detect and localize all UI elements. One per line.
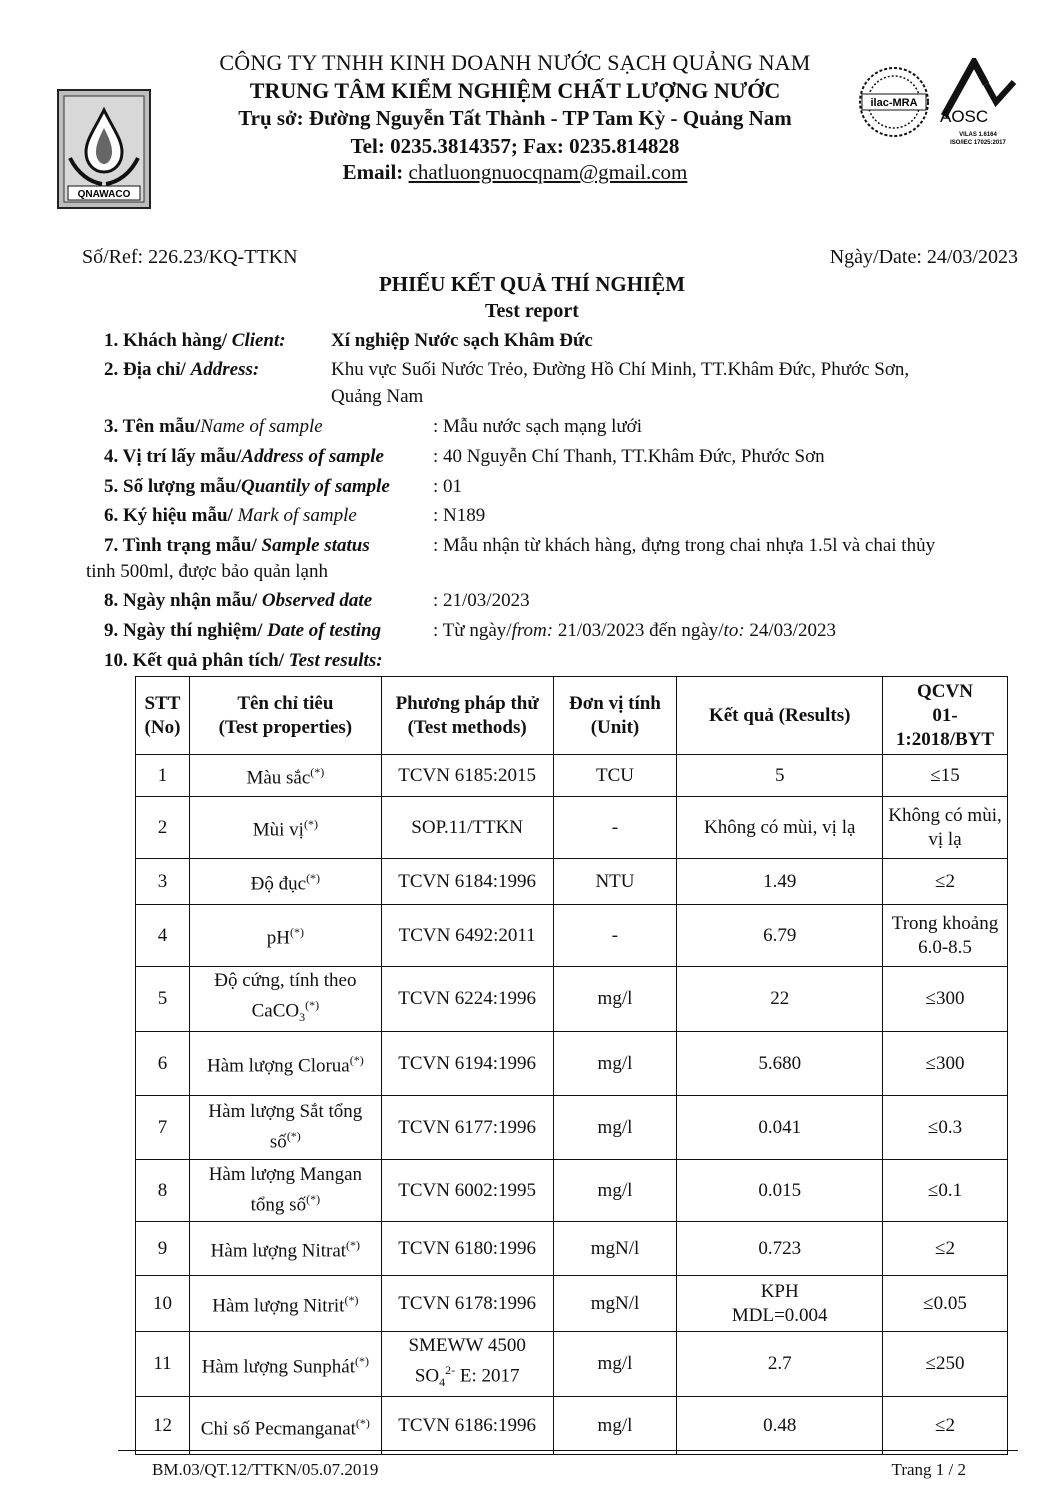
sample-name-label: 3. Tên mẫu/Name of sample [104, 416, 323, 437]
document-title: PHIẾU KẾT QUẢ THÍ NGHIỆM [378, 272, 686, 296]
aosc-logo [934, 58, 1024, 150]
email-label: Email: [342, 160, 404, 184]
header-results: Kết quả (Results) [677, 677, 883, 755]
svg-text:VILAS 1.6164: VILAS 1.6164 [959, 132, 997, 138]
header-qcvn: QCVN 01- 1:2018/BYT [883, 677, 1008, 755]
sample-address-value: : 40 Nguyễn Chí Thanh, TT.Khâm Đức, Phước Sơn [433, 446, 825, 467]
observed-date-label: 8. Ngày nhận mẫu/ Observed date [104, 590, 373, 611]
document-date: Ngày/Date: 24/03/2023 [829, 246, 1018, 268]
table-header-row [136, 677, 1008, 755]
svg-text:AOSC: AOSC [940, 107, 989, 126]
form-code: BM.03/QT.12/TTKN/05.07.2019 [152, 1460, 379, 1479]
address-label: 2. Địa chỉ/ Address: [104, 359, 260, 380]
email-link[interactable]: chatluongnuocqnam@gmail.com [408, 160, 688, 184]
observed-date-value: : 21/03/2023 [433, 590, 530, 611]
company-email [160, 160, 870, 185]
svg-text:ISO/IEC 17025:2017: ISO/IEC 17025:2017 [950, 140, 1006, 146]
table-row: 11 Hàm lượng Sunphát(*) SMEWW 4500 $SO_4^{2-}$ E: 2017 mg/l 2.7 ≤250 [136, 1332, 1008, 1397]
qnawaco-logo [56, 88, 152, 210]
table-row: 12 Chỉ số Pecmanganat(*) TCVN 6186:1996 mg/l 0.48 ≤2 [136, 1397, 1008, 1455]
sample-name-value: : Mẫu nước sạch mạng lưới [433, 416, 643, 437]
status-line2: tinh 500ml, được bảo quản lạnh [86, 561, 328, 582]
center-name: TRUNG TÂM KIỂM NGHIỆM CHẤT LƯỢNG NƯỚC [249, 78, 781, 103]
document-ref: Số/Ref: 226.23/KQ-TTKN [82, 246, 298, 268]
sample-address-label: 4. Vị trí lấy mẫu/Address of sample [104, 446, 384, 467]
footer-divider [118, 1450, 1018, 1451]
table-row: 9 Hàm lượng Nitrat(*) TCVN 6180:1996 mgN/l 0.723 ≤2 [136, 1222, 1008, 1276]
quantity-label: 5. Số lượng mẫu/Quantily of sample [104, 476, 390, 497]
svg-text:QNAWACO: QNAWACO [77, 189, 131, 200]
testing-date-label: 9. Ngày thí nghiệm/ Date of testing [104, 620, 382, 641]
page-number: Trang 1 / 2 [891, 1460, 966, 1479]
table-row: 3 Độ đục(*) TCVN 6184:1996 NTU 1.49 ≤2 [136, 859, 1008, 905]
company-name: CÔNG TY TNHH KINH DOANH NƯỚC SẠCH QUẢNG NAM [219, 50, 811, 75]
address-line1: Khu vực Suối Nước Trẻo, Đường Hồ Chí Minh, TT.Khâm Đức, Phước Sơn, [331, 359, 910, 380]
table-row: 6 Hàm lượng Clorua(*) TCVN 6194:1996 mg/l 5.680 ≤300 [136, 1032, 1008, 1096]
quantity-value: : 01 [433, 476, 463, 497]
company-phone: Tel: 0235.3814357; Fax: 0235.814828 [350, 134, 680, 158]
header-unit: Đơn vị tính (Unit) [553, 677, 677, 755]
header-test-methods: Phương pháp thử (Test methods) [381, 677, 553, 755]
table-row: 7 Hàm lượng Sắt tổng số(*) TCVN 6177:1996 mg/l 0.041 ≤0.3 [136, 1096, 1008, 1160]
status-line1: : Mẫu nhận từ khách hàng, đựng trong chai nhựa 1.5l và chai thủy [433, 535, 936, 556]
company-address: Trụ sở: Đường Nguyễn Tất Thành - TP Tam Kỳ - Quảng Nam [238, 106, 792, 130]
table-row: 10 Hàm lượng Nitrit(*) TCVN 6178:1996 mgN/l KPH MDL=0.004 ≤0.05 [136, 1276, 1008, 1332]
results-table [135, 676, 1008, 1455]
client-label: 1. Khách hàng/ Client: [104, 330, 286, 351]
results-label: 10. Kết quả phân tích/ Test results: [104, 650, 383, 671]
document-subtitle: Test report [485, 300, 579, 322]
mark-label: 6. Ký hiệu mẫu/ Mark of sample [104, 505, 357, 526]
table-row: 8 Hàm lượng Mangan tổng số(*) TCVN 6002:1995 mg/l 0.015 ≤0.1 [136, 1160, 1008, 1222]
address-line2: Quảng Nam [331, 386, 424, 407]
status-label: 7. Tình trạng mẫu/ Sample status [104, 535, 370, 556]
client-value: Xí nghiệp Nước sạch Khâm Đức [331, 330, 593, 351]
svg-text:ilac-MRA: ilac-MRA [870, 97, 918, 109]
mark-value: : N189 [433, 505, 486, 526]
header-test-properties: Tên chỉ tiêu (Test properties) [189, 677, 381, 755]
table-row: 4 pH(*) TCVN 6492:2011 - 6.79 Trong khoảng 6.0-8.5 [136, 905, 1008, 967]
table-row: 2 Mùi vị(*) SOP.11/TTKN - Không có mùi, vị lạ Không có mùi, vị lạ [136, 797, 1008, 859]
table-row: 5 Độ cứng, tính theo CaCO$_3$(*) TCVN 6224:1996 mg/l 22 ≤300 [136, 967, 1008, 1032]
table-row: 1 Màu sắc(*) TCVN 6185:2015 TCU 5 ≤15 [136, 755, 1008, 797]
testing-date-value: : Từ ngày/from: 21/03/2023 đến ngày/to: 24/03/2023 [433, 620, 836, 641]
header-stt: STT (No) [136, 677, 190, 755]
